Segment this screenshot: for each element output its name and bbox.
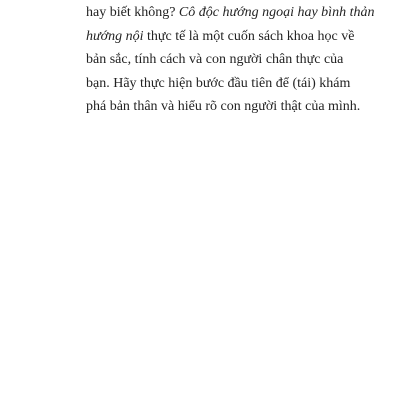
text-line <box>86 1 375 25</box>
text-line <box>86 25 355 49</box>
text-line <box>86 95 361 119</box>
italic-book-title-text: Cô độc hướng ngoại hay bình thản <box>178 5 375 20</box>
text-line <box>86 72 351 96</box>
body-text-segment: thực tế là một cuốn sách khoa học về <box>143 28 355 44</box>
body-text-segment: hay biết không? <box>86 5 179 20</box>
body-text-segment: bạn. Hãy thực hiện bước đầu tiên để (tái) khám <box>86 75 351 91</box>
italic-book-title-text: hướng nội <box>86 28 144 44</box>
body-text-segment: bản sắc, tính cách và con người chân thực của <box>86 52 344 67</box>
body-paragraph <box>86 1 375 119</box>
body-text-segment: phá bản thân và hiểu rõ con người thật của mình. <box>86 99 361 114</box>
text-line <box>86 48 344 72</box>
